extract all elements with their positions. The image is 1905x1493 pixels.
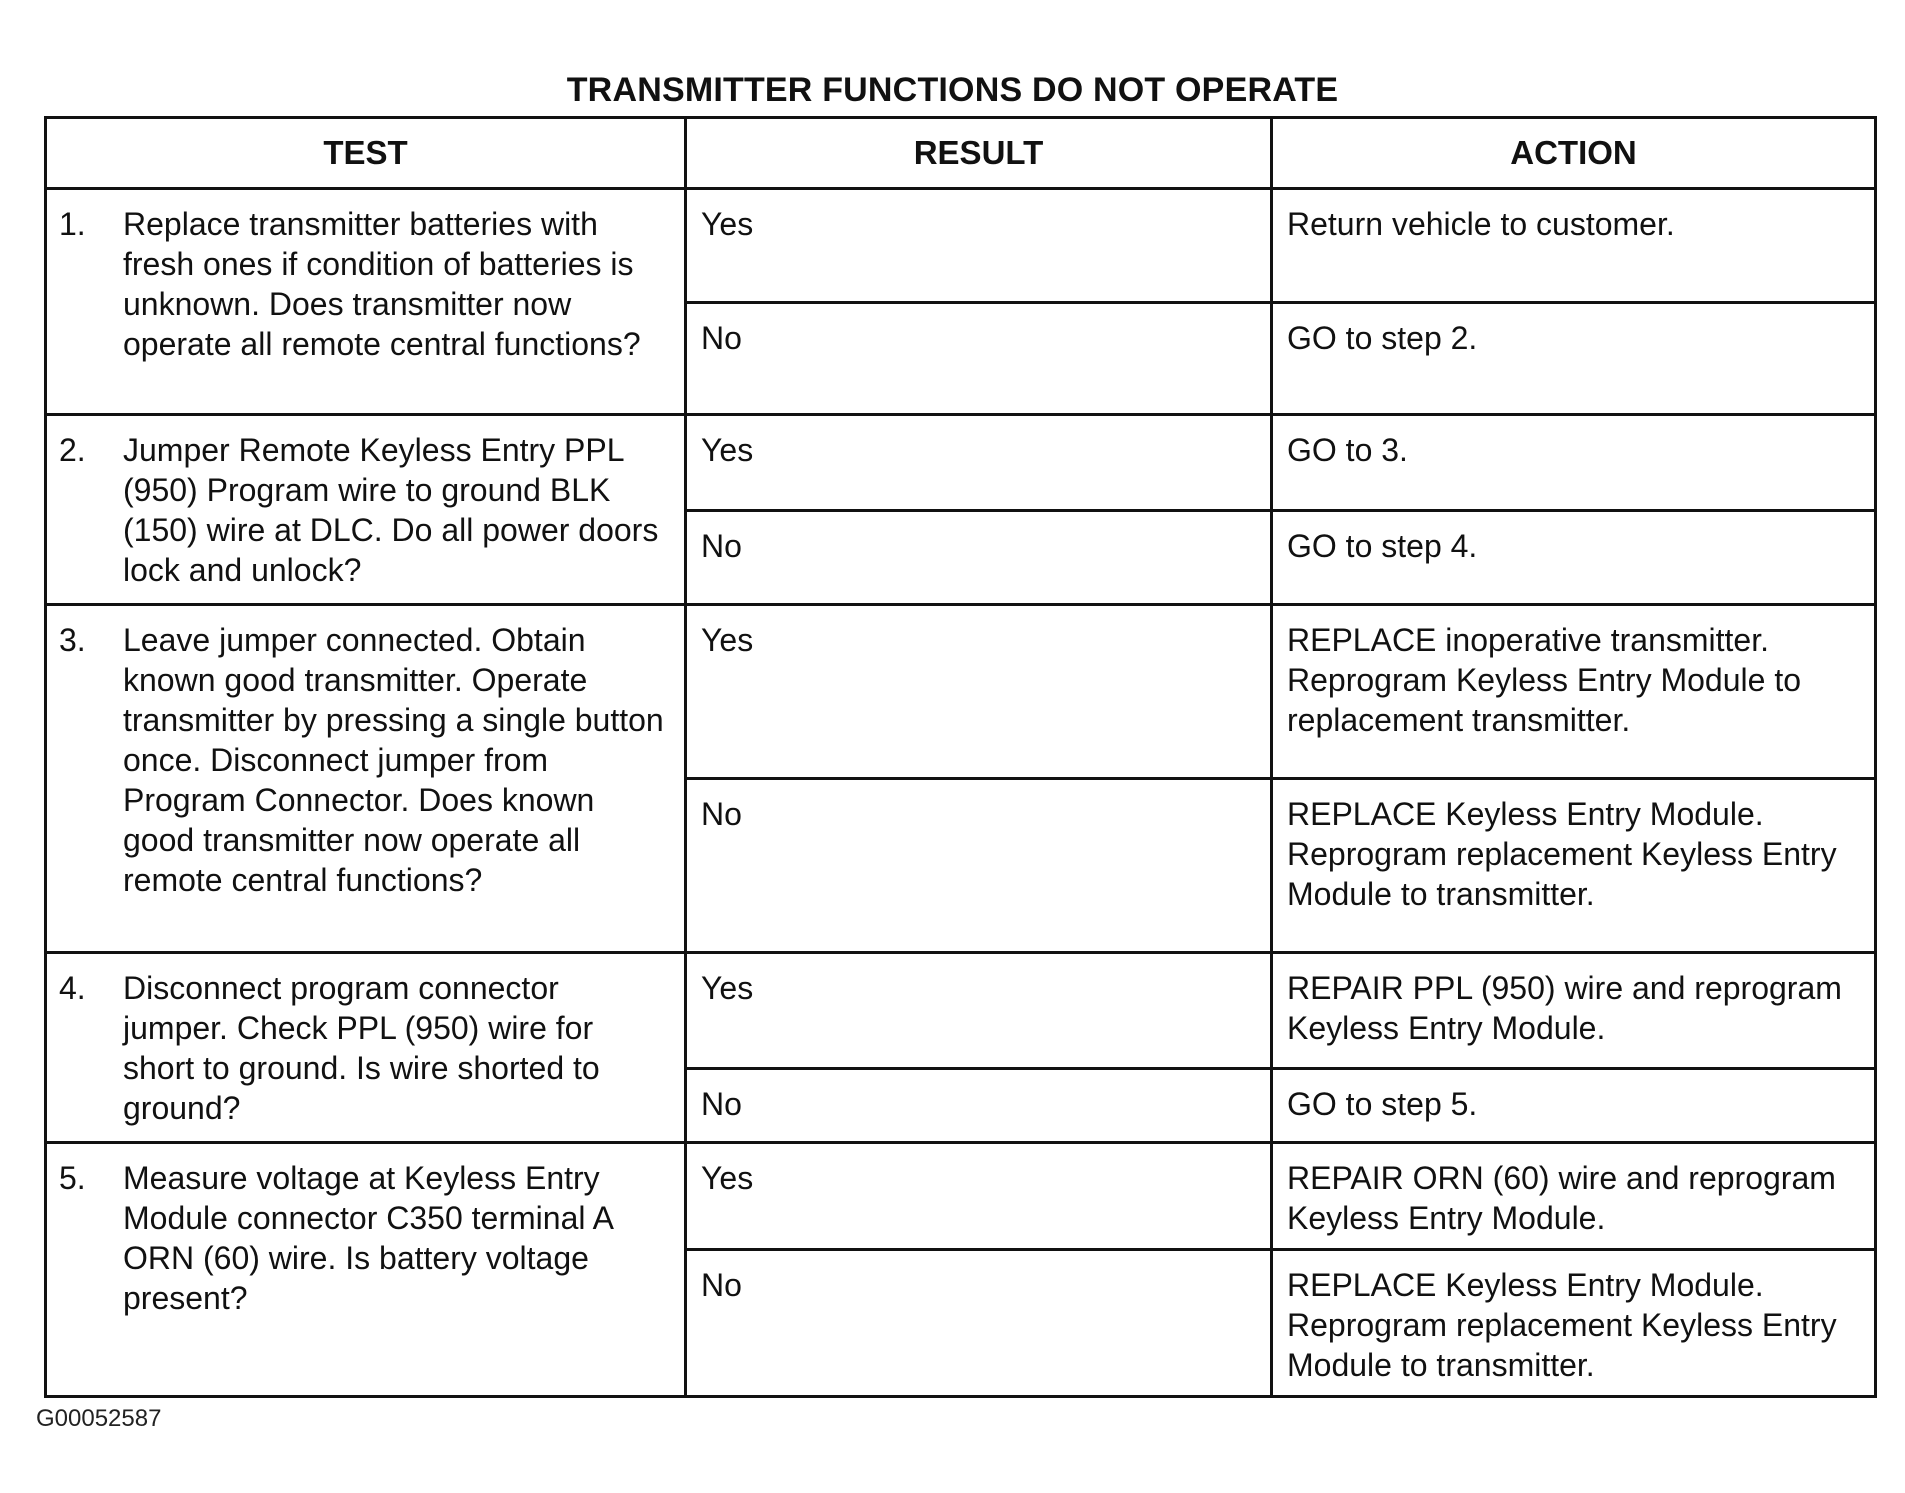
step-number: 4. [59,970,86,1006]
step-description: Jumper Remote Keyless Entry PPL (950) Program wire to ground BLK (150) wire at DLC. Do all power doors lock and unlock? [123,432,659,588]
action-text: GO to step 2. [1287,320,1478,356]
column-header-test: TEST [46,118,686,189]
action-cell [1272,303,1876,415]
result-value: No [701,528,742,564]
result-value: No [701,320,742,356]
test-cell [46,189,686,415]
action-cell [1272,779,1876,953]
step-number: 3. [59,622,86,658]
test-cell [46,415,686,605]
result-value: No [701,796,742,832]
result-cell [686,303,1272,415]
test-cell [46,1143,686,1397]
step-description: Replace transmitter batteries with fresh ones if condition of batteries is unknown. Does transmitter now operate all remote central functions? [123,206,641,362]
result-cell [686,779,1272,953]
action-text: REPAIR PPL (950) wire and reprogram Keyless Entry Module. [1287,970,1842,1046]
page-title: TRANSMITTER FUNCTIONS DO NOT OPERATE [566,71,1339,109]
action-cell [1272,415,1876,511]
result-value: Yes [701,970,754,1006]
action-cell [1272,511,1876,605]
test-cell [46,953,686,1143]
step-description: Measure voltage at Keyless Entry Module connector C350 terminal A ORN (60) wire. Is battery voltage present? [123,1160,613,1316]
step-description: Disconnect program connector jumper. Check PPL (950) wire for short to ground. Is wire shorted to ground? [123,970,600,1126]
action-cell [1272,1250,1876,1397]
column-header-action: ACTION [1272,118,1876,189]
table-row [46,1143,1876,1250]
result-cell [686,953,1272,1069]
result-cell [686,1250,1272,1397]
table-row [46,415,1876,511]
result-value: Yes [701,206,754,242]
action-text: Return vehicle to customer. [1287,206,1675,242]
result-cell [686,1143,1272,1250]
column-header-result: RESULT [686,118,1272,189]
action-text: GO to step 5. [1287,1086,1478,1122]
result-cell [686,415,1272,511]
step-description: Leave jumper connected. Obtain known good transmitter. Operate transmitter by pressing a single button once. Disconnect jumper from Program Connector. Does known good transmitter now operate all remote central functions? [123,622,664,898]
result-value: No [701,1267,742,1303]
action-text: GO to 3. [1287,432,1408,468]
result-cell [686,605,1272,779]
action-text: REPAIR ORN (60) wire and reprogram Keyless Entry Module. [1287,1160,1836,1236]
result-value: Yes [701,1160,754,1196]
result-value: No [701,1086,742,1122]
action-cell [1272,953,1876,1069]
step-number: 2. [59,432,86,468]
action-text: GO to step 4. [1287,528,1478,564]
table-header-row [46,118,1876,189]
step-number: 1. [59,206,86,242]
result-value: Yes [701,432,754,468]
figure-code: G00052587 [36,1405,162,1432]
action-text: REPLACE Keyless Entry Module. Reprogram replacement Keyless Entry Module to transmitter. [1287,796,1837,912]
result-cell [686,1069,1272,1143]
table-row [46,605,1876,779]
diagnostic-table [44,116,1877,1398]
action-text: REPLACE inoperative transmitter. Reprogram Keyless Entry Module to replacement transmitter. [1287,622,1801,738]
step-number: 5. [59,1160,86,1196]
result-value: Yes [701,622,754,658]
test-cell [46,605,686,953]
result-cell [686,511,1272,605]
action-cell [1272,1069,1876,1143]
table-row [46,953,1876,1069]
action-cell [1272,189,1876,303]
result-cell [686,189,1272,303]
action-text: REPLACE Keyless Entry Module. Reprogram replacement Keyless Entry Module to transmitter. [1287,1267,1837,1383]
action-cell [1272,1143,1876,1250]
table-row [46,189,1876,303]
action-cell [1272,605,1876,779]
